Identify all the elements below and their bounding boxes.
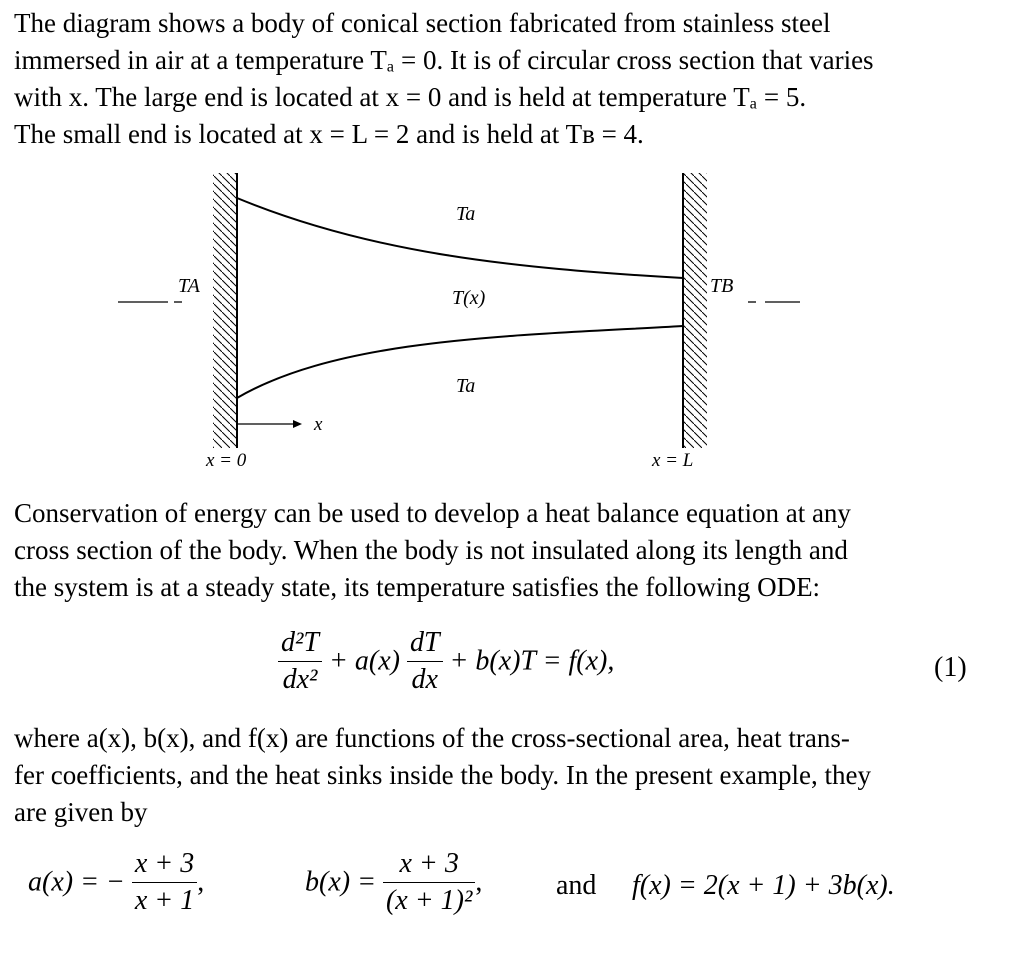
intro-line-3: with x. The large end is located at x = 0 and is held at temperature Tₐ = 5. <box>14 82 807 112</box>
intro-line-1: The diagram shows a body of conical section fabricated from stainless steel <box>14 8 831 38</box>
ta-top-label: Ta <box>456 203 476 225</box>
rhs-term: + b(x)T = f(x), <box>449 645 615 677</box>
TB-label: TB <box>710 275 734 297</box>
xL-label: x = L <box>652 450 694 471</box>
conical-body-diagram <box>110 168 810 478</box>
a-term: + a(x) <box>328 645 400 677</box>
b-function <box>305 846 482 919</box>
after-line-1: where a(x), b(x), and f(x) are functions of the cross-sectional area, heat trans- <box>14 723 850 753</box>
b-comma: , <box>475 866 483 898</box>
intro-line-2: immersed in air at a temperature Tₐ = 0. It is of circular cross section that varies <box>14 45 874 75</box>
a-fraction: $\frac{x + 3}{x + 1}$ <box>132 846 197 919</box>
and-word: and <box>556 870 597 901</box>
intro-paragraph <box>14 5 1004 153</box>
b-lhs: b(x) = <box>305 866 376 898</box>
after-line-2: fer coefficients, and the heat sinks inside the body. In the present example, they <box>14 760 871 790</box>
equation-number: (1) <box>934 652 967 683</box>
dT-dx-fraction: $\frac{dT}{dx}$ <box>407 625 443 698</box>
a-lhs: a(x) = − <box>28 866 125 898</box>
ta-bottom-label: Ta <box>456 375 476 397</box>
middle-line-1: Conservation of energy can be used to develop a heat balance equation at any <box>14 498 851 528</box>
b-fraction: $\frac{x + 3}{\text{(x + 1)²}}$ <box>383 846 475 919</box>
x0-label: x = 0 <box>206 450 247 471</box>
a-function <box>28 846 204 919</box>
a-comma: , <box>197 866 205 898</box>
x-arrow-head <box>293 420 302 428</box>
TA-label: TA <box>178 275 200 297</box>
middle-paragraph <box>14 495 1004 606</box>
middle-line-2: cross section of the body. When the body is not insulated along its length and <box>14 535 848 565</box>
equation-1 <box>278 625 614 698</box>
intro-line-4: The small end is located at x = L = 2 and is held at Tʙ = 4. <box>14 119 644 149</box>
middle-line-3: the system is at a steady state, its temperature satisfies the following ODE: <box>14 572 821 602</box>
after-paragraph <box>14 720 1004 831</box>
right-wall-hatching <box>683 173 707 448</box>
left-wall-hatching <box>213 173 237 448</box>
d2T-dx2-fraction: $\frac{\text{d²T}}{\text{dx²}}$ <box>278 625 322 698</box>
f-function: f(x) = 2(x + 1) + 3b(x). <box>632 870 895 901</box>
x-arrow-label: x <box>314 414 323 435</box>
after-line-3: are given by <box>14 797 148 827</box>
tx-label: T(x) <box>452 287 486 309</box>
